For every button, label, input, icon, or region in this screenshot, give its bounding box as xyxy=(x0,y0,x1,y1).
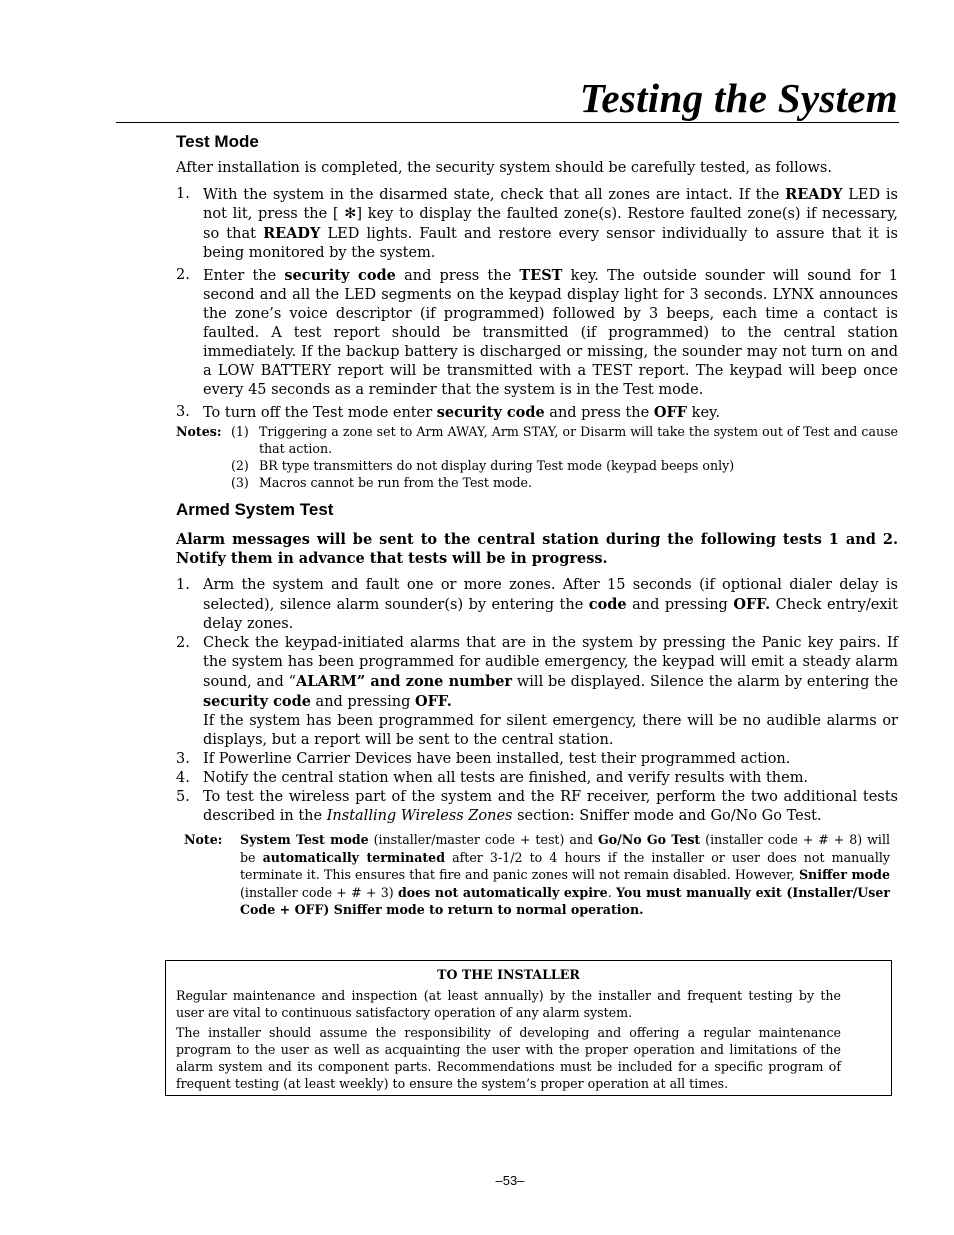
step-text: and press the xyxy=(544,405,654,421)
step-text: Enter the xyxy=(203,268,285,284)
armed-test-heading: Armed System Test xyxy=(176,500,334,519)
step-bold: TEST xyxy=(519,267,563,284)
note-span: . xyxy=(607,884,616,900)
step-bold: OFF. xyxy=(414,693,452,710)
step-text: To turn off the Test mode enter xyxy=(203,405,437,421)
note-bold: Sniffer mode xyxy=(798,867,890,882)
step-text: will be displayed. Silence the alarm by entering the xyxy=(512,674,898,690)
list-item xyxy=(176,750,898,769)
note-bold: automatically terminated xyxy=(262,849,445,865)
installer-notice-box xyxy=(165,960,892,1096)
step-bold: READY xyxy=(263,225,321,242)
step-text: Check the keypad-initiated alarms that are in the system by pressing the Panic key pairs. If the system has been programmed for audible emergency, the keypad will emit a steady alarm sound, and “ xyxy=(203,635,898,690)
step-text: Notify the central station when all tests are finished, and verify results with them. xyxy=(203,770,809,786)
note-span: (installer/master code + test) and xyxy=(368,832,598,847)
note-item xyxy=(176,457,898,474)
note-number: (3) xyxy=(231,475,249,490)
list-item xyxy=(176,185,898,263)
step-text: section: Sniffer mode and Go/No Go Test. xyxy=(512,808,822,824)
notes-label: Notes: xyxy=(176,424,222,439)
armed-test-note xyxy=(184,831,890,919)
step-text: and pressing xyxy=(310,694,415,710)
step-continuation: If the system has been programmed for silent emergency, there will be no audible alarms or displays, but a report will be sent to the central station. xyxy=(203,713,898,748)
step-number: 2. xyxy=(176,635,190,651)
step-number: 1. xyxy=(176,186,190,202)
note-bold: System Test mode xyxy=(240,832,369,847)
note-item xyxy=(176,423,898,457)
step-text: key. xyxy=(687,405,720,421)
test-mode-notes xyxy=(176,423,898,491)
step-number: 1. xyxy=(176,577,190,593)
list-item xyxy=(176,788,898,826)
note-text xyxy=(240,831,890,919)
test-mode-intro: After installation is completed, the security system should be carefully tested, as follows. xyxy=(176,160,832,176)
step-bold: OFF xyxy=(653,404,688,421)
step-text: Check entry/exit delay zones. xyxy=(203,597,898,632)
step-text: LED is not lit, press the [ ✻] key to display the faulted zone(s). Restore faulted zone(s) if necessary, so that xyxy=(203,187,898,242)
step-text: key. The outside sounder will sound for 1 second and all the LED segments on the keypad display light for 3 seconds. LYNX announces the zone’s voice descriptor (if programmed) followed by 3 beeps, each time a contact is faulted. A test report should be transmitted (if programmed) to the central station immediately. If the backup battery is discharged or missing, the sounder may not turn on and a LOW BATTERY report will be transmitted with a TEST report. The keypad will beep once every 45 seconds as a reminder that the system is in the Test mode. xyxy=(203,268,898,398)
title-rule xyxy=(116,122,899,123)
list-item xyxy=(176,266,898,400)
list-item xyxy=(176,576,898,634)
step-text: and pressing xyxy=(626,597,734,613)
step-text: Arm the system and fault one or more zones. After 15 seconds (if optional dialer delay is selected), silence alarm sounder(s) by entering the xyxy=(203,577,898,613)
step-text: and press the xyxy=(395,268,520,284)
note-text: Macros cannot be run from the Test mode. xyxy=(259,475,532,490)
note-span: (installer code + # + 3) xyxy=(240,884,398,900)
step-bold: security code xyxy=(284,267,396,284)
list-item xyxy=(176,634,898,750)
step-bold: code xyxy=(588,596,627,613)
step-text: To test the wireless part of the system and the RF receiver, perform the two additional tests described in the xyxy=(203,789,898,824)
note-bold: You must manually exit (Installer/User Code + OFF) Sniffer mode to return to normal operation. xyxy=(240,884,890,917)
step-number: 4. xyxy=(176,770,190,786)
note-bold: does not automatically expire xyxy=(397,884,608,900)
section-reference: Installing Wireless Zones xyxy=(326,808,513,824)
step-text: LED lights. Fault and restore every sensor individually to assure that it is being monitored by the system. xyxy=(203,226,898,261)
step-bold: ALARM” and zone number xyxy=(296,673,513,690)
step-bold: security code xyxy=(203,693,311,710)
list-item xyxy=(176,403,898,423)
step-text: With the system in the disarmed state, check that all zones are intact. If the xyxy=(203,187,786,203)
armed-test-steps xyxy=(176,576,898,826)
installer-notice-title: TO THE INSTALLER xyxy=(437,967,580,982)
step-number: 2. xyxy=(176,267,190,283)
list-item xyxy=(176,769,898,788)
step-number: 3. xyxy=(176,404,190,420)
step-text: If Powerline Carrier Devices have been installed, test their programmed action. xyxy=(203,751,791,767)
installer-notice-paragraph: Regular maintenance and inspection (at least annually) by the installer and frequent testing by the user are vital to continuous satisfactory operation of any alarm system. xyxy=(176,988,841,1020)
test-mode-steps xyxy=(176,185,898,423)
note-item xyxy=(176,474,898,491)
note-span: (installer code + # + 8) will be xyxy=(240,832,891,865)
step-bold: OFF. xyxy=(733,596,771,613)
note-text: Triggering a zone set to Arm AWAY, Arm STAY, or Disarm will take the system out of Test and cause that action. xyxy=(259,424,898,456)
armed-test-warning: Alarm messages will be sent to the central station during the following tests 1 and 2. Notify them in advance that tests will be in progress. xyxy=(176,531,898,567)
step-number: 5. xyxy=(176,789,190,805)
page-title: Testing the System xyxy=(579,75,898,121)
step-number: 3. xyxy=(176,751,190,767)
note-number: (1) xyxy=(231,424,249,439)
note-span: after 3-1/2 to 4 hours if the installer or user does not manually terminate it. This ensures that fire and panic zones will not remain disabled. However, xyxy=(240,849,890,882)
note-bold: Go/No Go Test xyxy=(597,832,701,847)
note-number: (2) xyxy=(231,458,249,473)
installer-notice-paragraph: The installer should assume the responsibility of developing and offering a regular maintenance program to the user as well as acquainting the user with the proper operation and limitations of the alarm system and its component parts. Recommendations must be included for a specific program of frequent testing (at least weekly) to ensure the system’s proper operation at all times. xyxy=(176,1025,841,1091)
step-bold: READY xyxy=(785,186,843,203)
page-number: –53– xyxy=(495,1173,525,1188)
test-mode-heading: Test Mode xyxy=(176,132,259,151)
step-bold: security code xyxy=(436,404,545,421)
note-text: BR type transmitters do not display during Test mode (keypad beeps only) xyxy=(259,458,735,473)
note-label: Note: xyxy=(184,832,223,847)
